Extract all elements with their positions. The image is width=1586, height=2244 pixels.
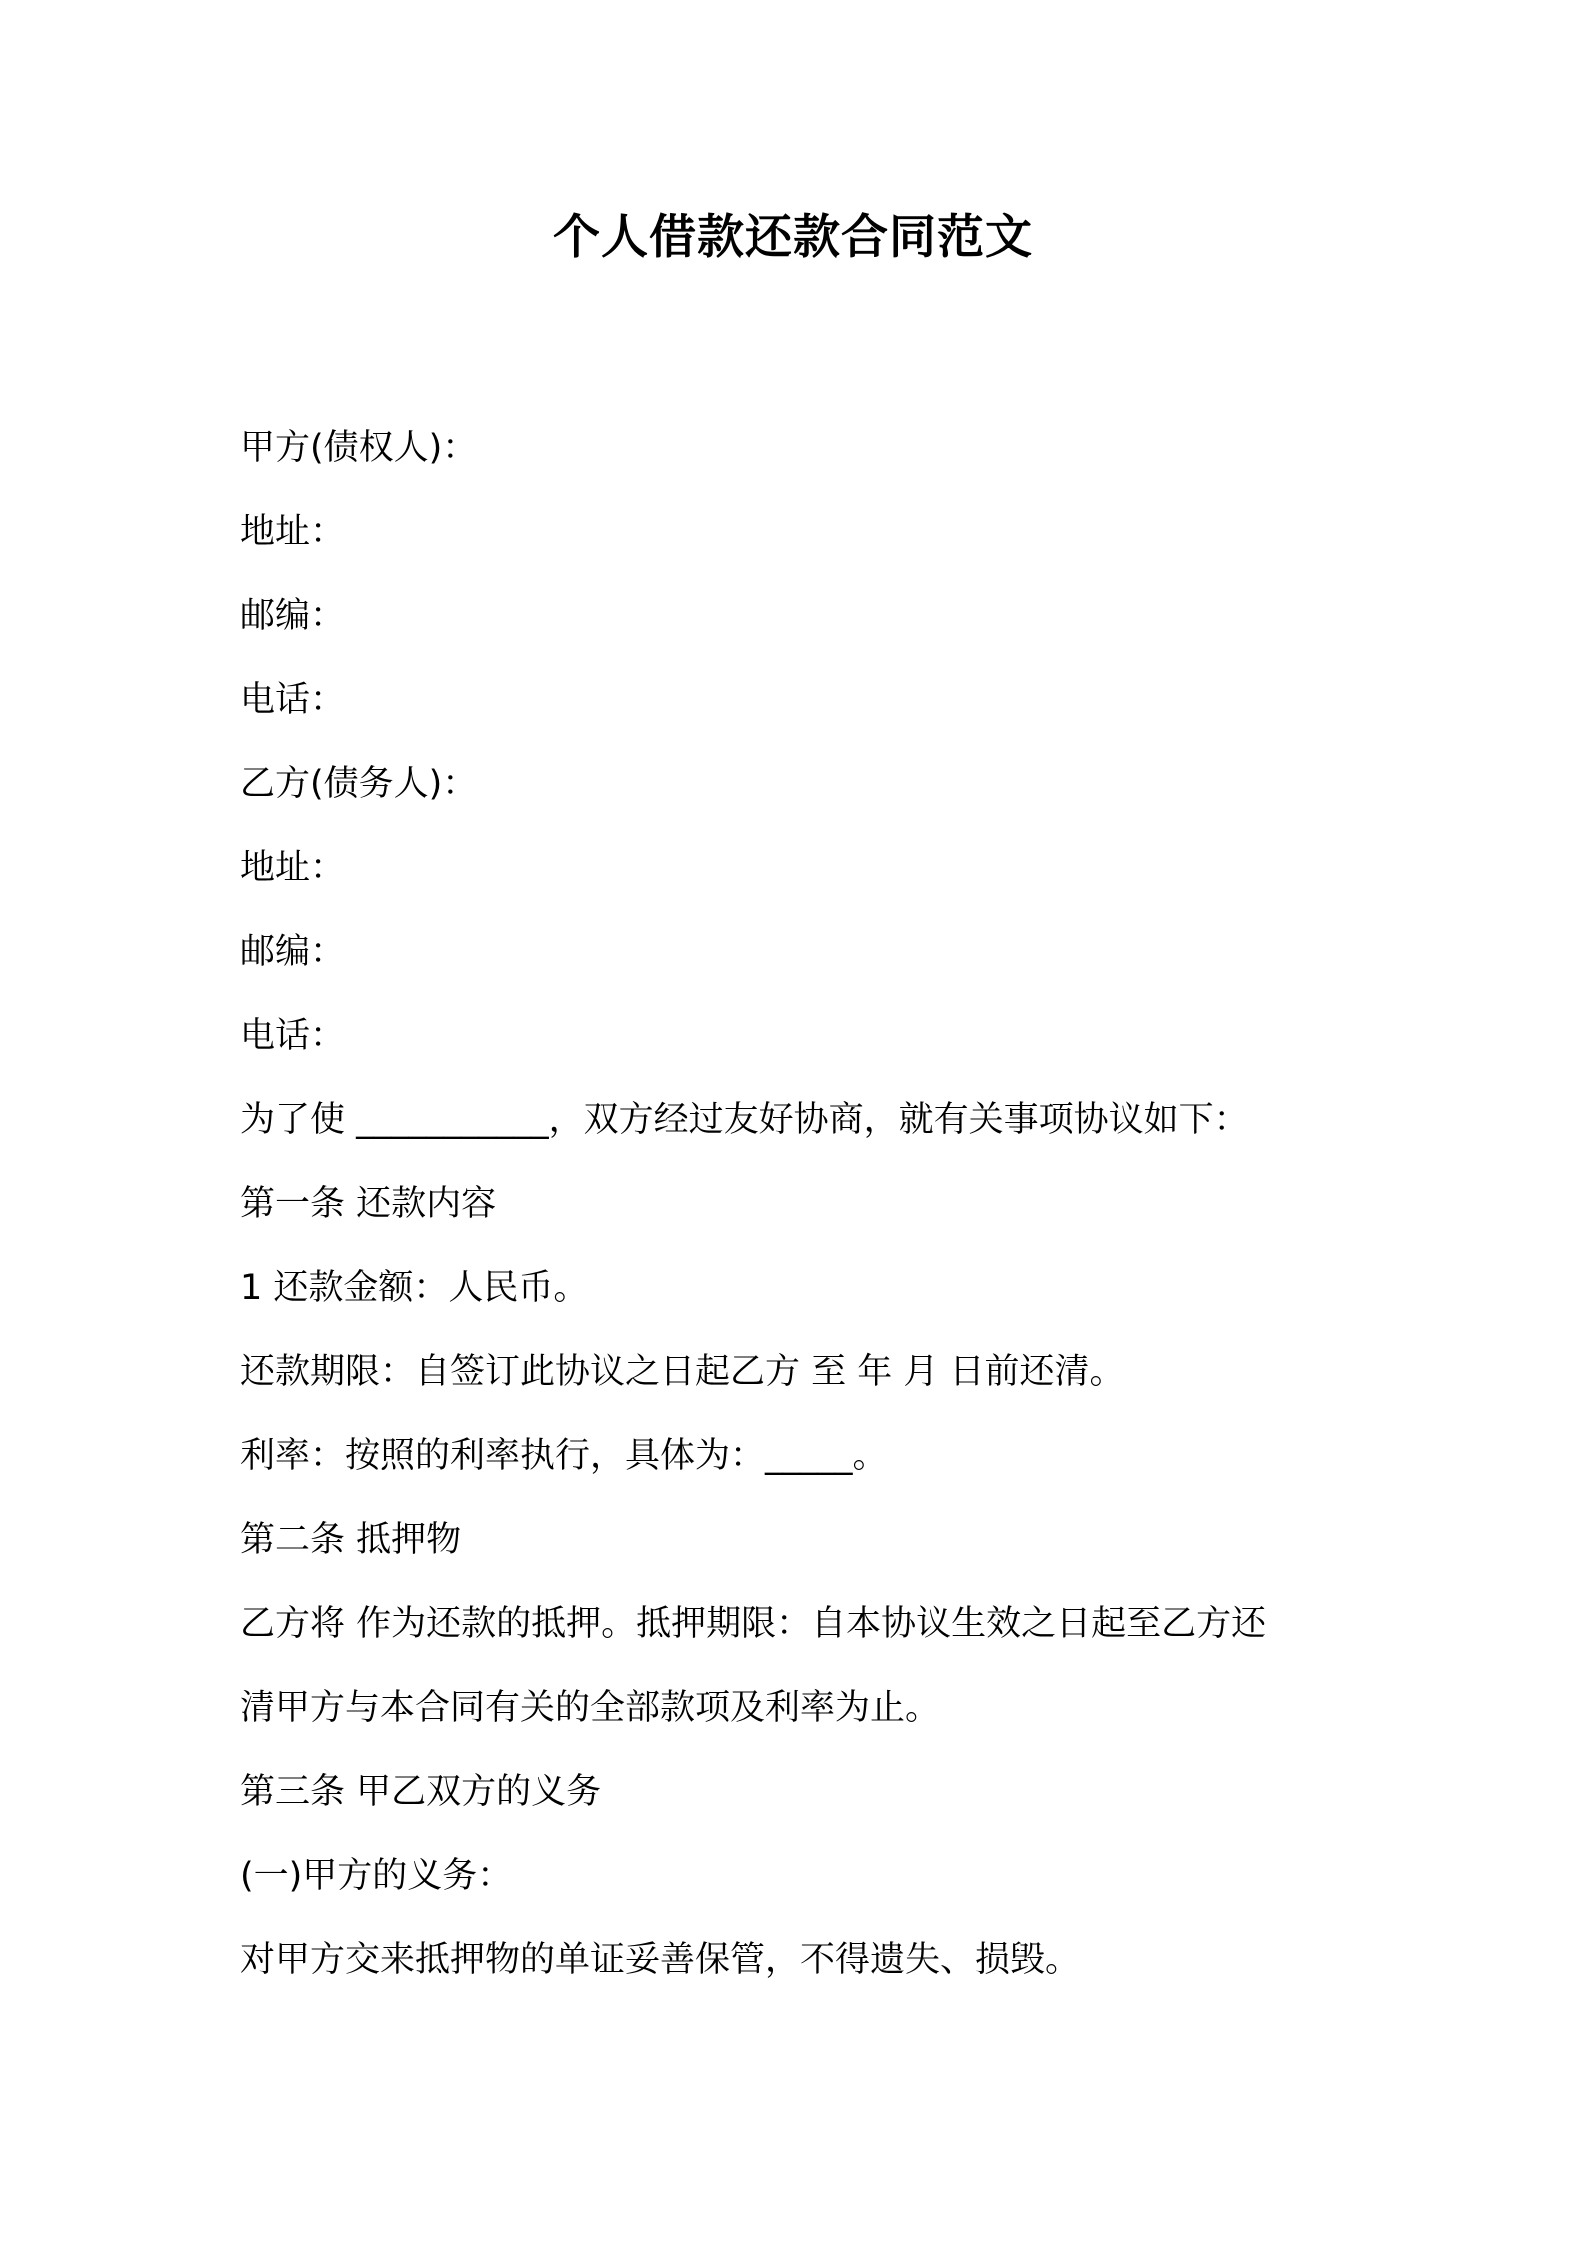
repayment-term: 还款期限：自签订此协议之日起乙方 至 年 月 日前还清。: [240, 1352, 1125, 1392]
collateral-paragraph-line-2: 清甲方与本合同有关的全部款项及利率为止。: [240, 1688, 941, 1728]
party-a-address: 地址：: [240, 512, 346, 552]
interest-rate: 利率：按照的利率执行，具体为：_____。: [240, 1436, 888, 1476]
article-2-heading: 第二条 抵押物: [240, 1520, 462, 1560]
party-b-postcode: 邮编：: [240, 932, 346, 972]
party-a-obligation-1: 对甲方交来抵押物的单证妥善保管，不得遗失、损毁。: [240, 1940, 1081, 1980]
party-a-postcode: 邮编：: [240, 596, 346, 636]
preamble-paragraph: 为了使 ___________，双方经过友好协商，就有关事项协议如下：: [240, 1100, 1249, 1140]
party-a-obligations-heading: (一)甲方的义务：: [240, 1856, 513, 1896]
party-b-address: 地址：: [240, 848, 346, 888]
party-a-label: 甲方(债权人)：: [240, 428, 478, 468]
party-b-phone: 电话：: [240, 1016, 346, 1056]
collateral-paragraph-line-1: 乙方将 作为还款的抵押。抵押期限：自本协议生效之日起至乙方还: [240, 1604, 1267, 1644]
document-title: 个人借款还款合同范文: [553, 210, 1033, 265]
party-b-label: 乙方(债务人)：: [240, 764, 478, 804]
article-1-heading: 第一条 还款内容: [240, 1184, 497, 1224]
repayment-amount: 1 还款金额：人民币。: [240, 1268, 589, 1308]
document-body: [240, 406, 1350, 2002]
article-3-heading: 第三条 甲乙双方的义务: [240, 1772, 602, 1812]
party-a-phone: 电话：: [240, 680, 346, 720]
